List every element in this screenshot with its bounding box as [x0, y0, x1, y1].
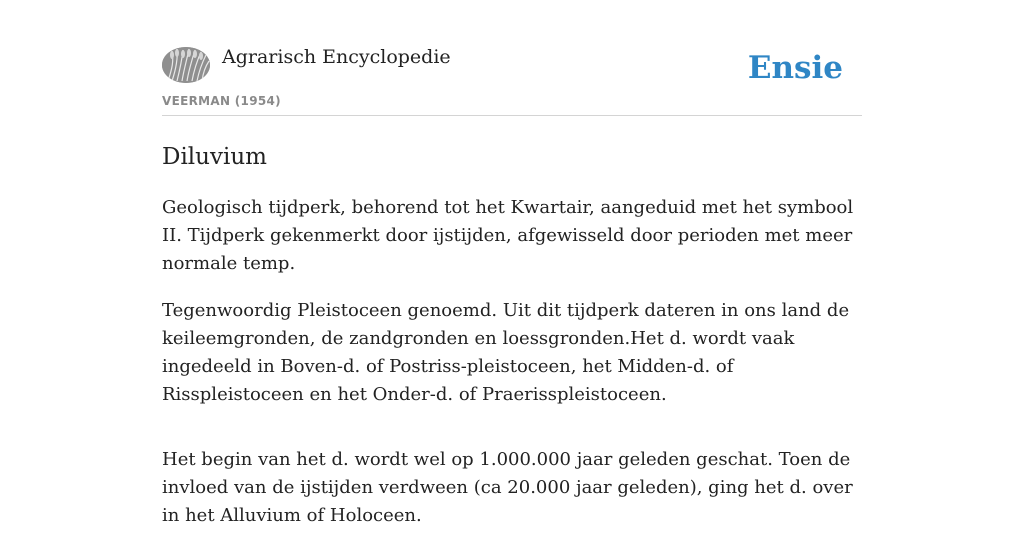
book-author: VEERMAN (1954): [162, 94, 281, 108]
book-thumbnail-icon[interactable]: [162, 47, 210, 83]
entry-body: [162, 194, 862, 530]
page-container: [162, 0, 862, 549]
entry-paragraph-1: Geologisch tijdperk, behorend tot het Kwartair, aangeduid met het symbool II. Tijdperk gekenmerkt door ijstijden, afgewisseld door perioden met meer normale temp.: [162, 197, 854, 274]
entry-paragraph-2: Tegenwoordig Pleistoceen genoemd. Uit dit tijdperk dateren in ons land de keileemgronden, de zandgronden en loessgronden.Het d. wordt vaak ingedeeld in Boven-d. of Postriss-pleistoceen, het Midden-d. of Risspleistoceen en het Onder-d. of Praerisspleistoceen.: [162, 300, 850, 405]
ensie-logo-link[interactable]: Ensie: [747, 50, 843, 86]
entry-title: Diluvium: [162, 144, 267, 170]
entry-paragraph-3: Het begin van het d. wordt wel op 1.000.000 jaar geleden geschat. Toen de invloed van de ijstijden verdween (ca 20.000 jaar geleden), ging het d. over in het Alluvium of Holoceen.: [162, 449, 853, 526]
page-header: [162, 0, 862, 116]
book-title-link[interactable]: Agrarisch Encyclopedie: [222, 46, 451, 68]
